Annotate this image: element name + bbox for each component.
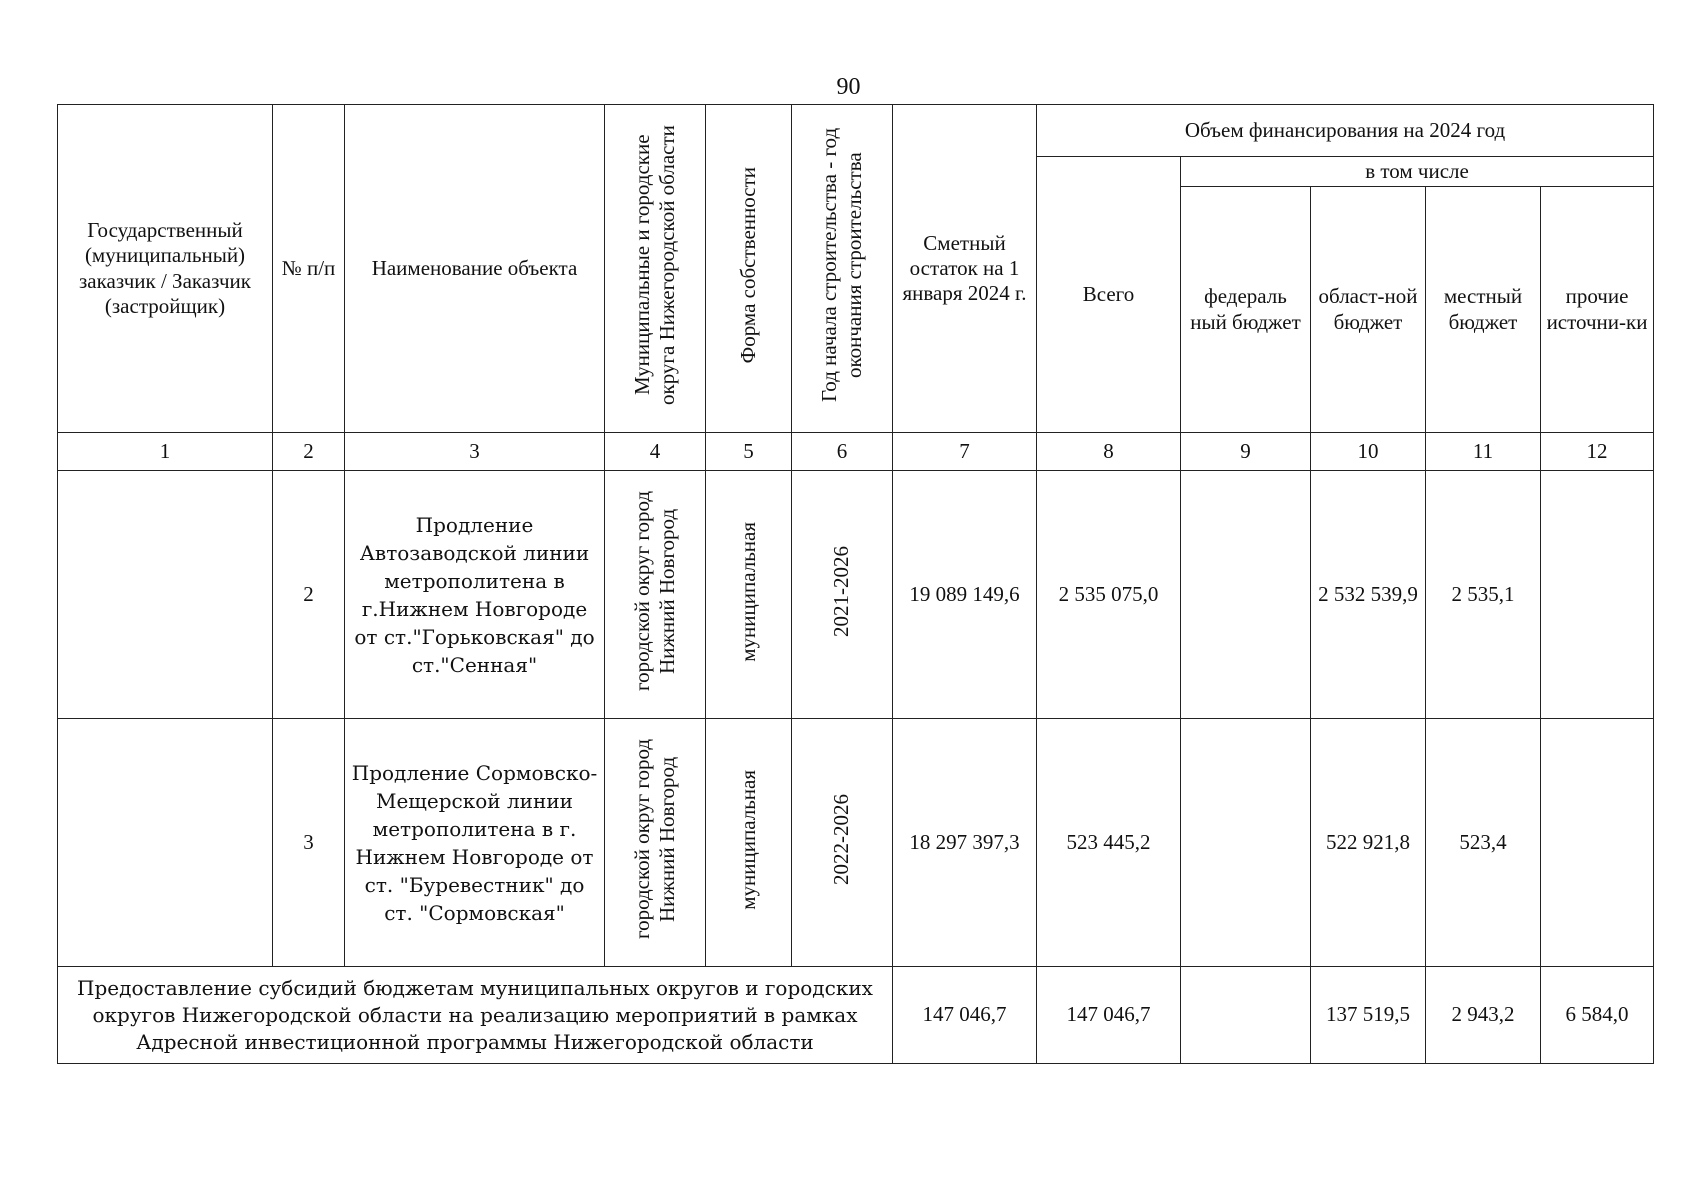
subsidy-estimate: 147 046,7 bbox=[893, 967, 1037, 1064]
cell-years: 2021-2026 bbox=[792, 471, 893, 719]
subsidy-other: 6 584,0 bbox=[1541, 967, 1654, 1064]
column-number: 6 bbox=[792, 433, 893, 471]
column-number: 10 bbox=[1311, 433, 1426, 471]
column-number: 5 bbox=[706, 433, 792, 471]
header-local: местный бюджет bbox=[1426, 187, 1541, 433]
header-object-name: Наименование объекта bbox=[345, 105, 605, 433]
cell-estimate: 19 089 149,6 bbox=[893, 471, 1037, 719]
header-num: № п/п bbox=[273, 105, 345, 433]
cell-object-name: Продление Сормовско-Мещерской линии метрополитена в г. Нижнем Новгороде от ст. "Буревестник" до ст. "Сормовская" bbox=[345, 719, 605, 967]
subsidy-label: Предоставление субсидий бюджетам муниципальных округов и городских округов Нижегородской области на реализацию мероприятий в рамках Адресной инвестиционной программы Нижегородской области bbox=[58, 967, 893, 1064]
header-row bbox=[58, 105, 1654, 157]
column-number: 11 bbox=[1426, 433, 1541, 471]
column-number: 3 bbox=[345, 433, 605, 471]
header-total: Всего bbox=[1037, 157, 1181, 433]
header-customer: Государственный (муниципальный) заказчик / Заказчик (застройщик) bbox=[58, 105, 273, 433]
header-estimate: Сметный остаток на 1 января 2024 г. bbox=[893, 105, 1037, 433]
subsidy-regional: 137 519,5 bbox=[1311, 967, 1426, 1064]
column-number: 1 bbox=[58, 433, 273, 471]
cell-ownership: муниципальная bbox=[706, 471, 792, 719]
table-row bbox=[58, 471, 1654, 719]
cell-estimate: 18 297 397,3 bbox=[893, 719, 1037, 967]
column-number: 9 bbox=[1181, 433, 1311, 471]
cell-local: 2 535,1 bbox=[1426, 471, 1541, 719]
header-funding: Объем финансирования на 2024 год bbox=[1037, 105, 1654, 157]
cell-ownership: муниципальная bbox=[706, 719, 792, 967]
cell-other bbox=[1541, 719, 1654, 967]
column-number: 4 bbox=[605, 433, 706, 471]
cell-municipality: городской округ город Нижний Новгород bbox=[605, 471, 706, 719]
column-number: 12 bbox=[1541, 433, 1654, 471]
table-row bbox=[58, 719, 1654, 967]
cell-total: 2 535 075,0 bbox=[1037, 471, 1181, 719]
column-number: 2 bbox=[273, 433, 345, 471]
cell-total: 523 445,2 bbox=[1037, 719, 1181, 967]
cell-other bbox=[1541, 471, 1654, 719]
cell-regional: 2 532 539,9 bbox=[1311, 471, 1426, 719]
cell-customer bbox=[58, 471, 273, 719]
cell-municipality: городской округ город Нижний Новгород bbox=[605, 719, 706, 967]
subsidy-local: 2 943,2 bbox=[1426, 967, 1541, 1064]
cell-years: 2022-2026 bbox=[792, 719, 893, 967]
cell-object-name: Продление Автозаводской линии метрополитена в г.Нижнем Новгороде от ст."Горьковская" до ст."Сенная" bbox=[345, 471, 605, 719]
column-number: 7 bbox=[893, 433, 1037, 471]
cell-federal bbox=[1181, 471, 1311, 719]
subsidy-federal bbox=[1181, 967, 1311, 1064]
cell-num: 3 bbox=[273, 719, 345, 967]
header-federal: федераль ный бюджет bbox=[1181, 187, 1311, 433]
cell-local: 523,4 bbox=[1426, 719, 1541, 967]
header-regional: област-ной бюджет bbox=[1311, 187, 1426, 433]
column-number-row bbox=[58, 433, 1654, 471]
cell-num: 2 bbox=[273, 471, 345, 719]
subsidy-row bbox=[58, 967, 1654, 1064]
header-years: Год начала строительства - год окончания строительства bbox=[792, 105, 893, 433]
header-other: прочие источни-ки bbox=[1541, 187, 1654, 433]
investment-program-table bbox=[57, 104, 1654, 1064]
cell-regional: 522 921,8 bbox=[1311, 719, 1426, 967]
column-number: 8 bbox=[1037, 433, 1181, 471]
cell-customer bbox=[58, 719, 273, 967]
header-municipality: Муниципальные и городские округа Нижегородской области bbox=[605, 105, 706, 433]
cell-federal bbox=[1181, 719, 1311, 967]
page-number: 90 bbox=[836, 74, 861, 100]
header-ownership: Форма собственности bbox=[706, 105, 792, 433]
subsidy-total: 147 046,7 bbox=[1037, 967, 1181, 1064]
header-including: в том числе bbox=[1181, 157, 1654, 187]
